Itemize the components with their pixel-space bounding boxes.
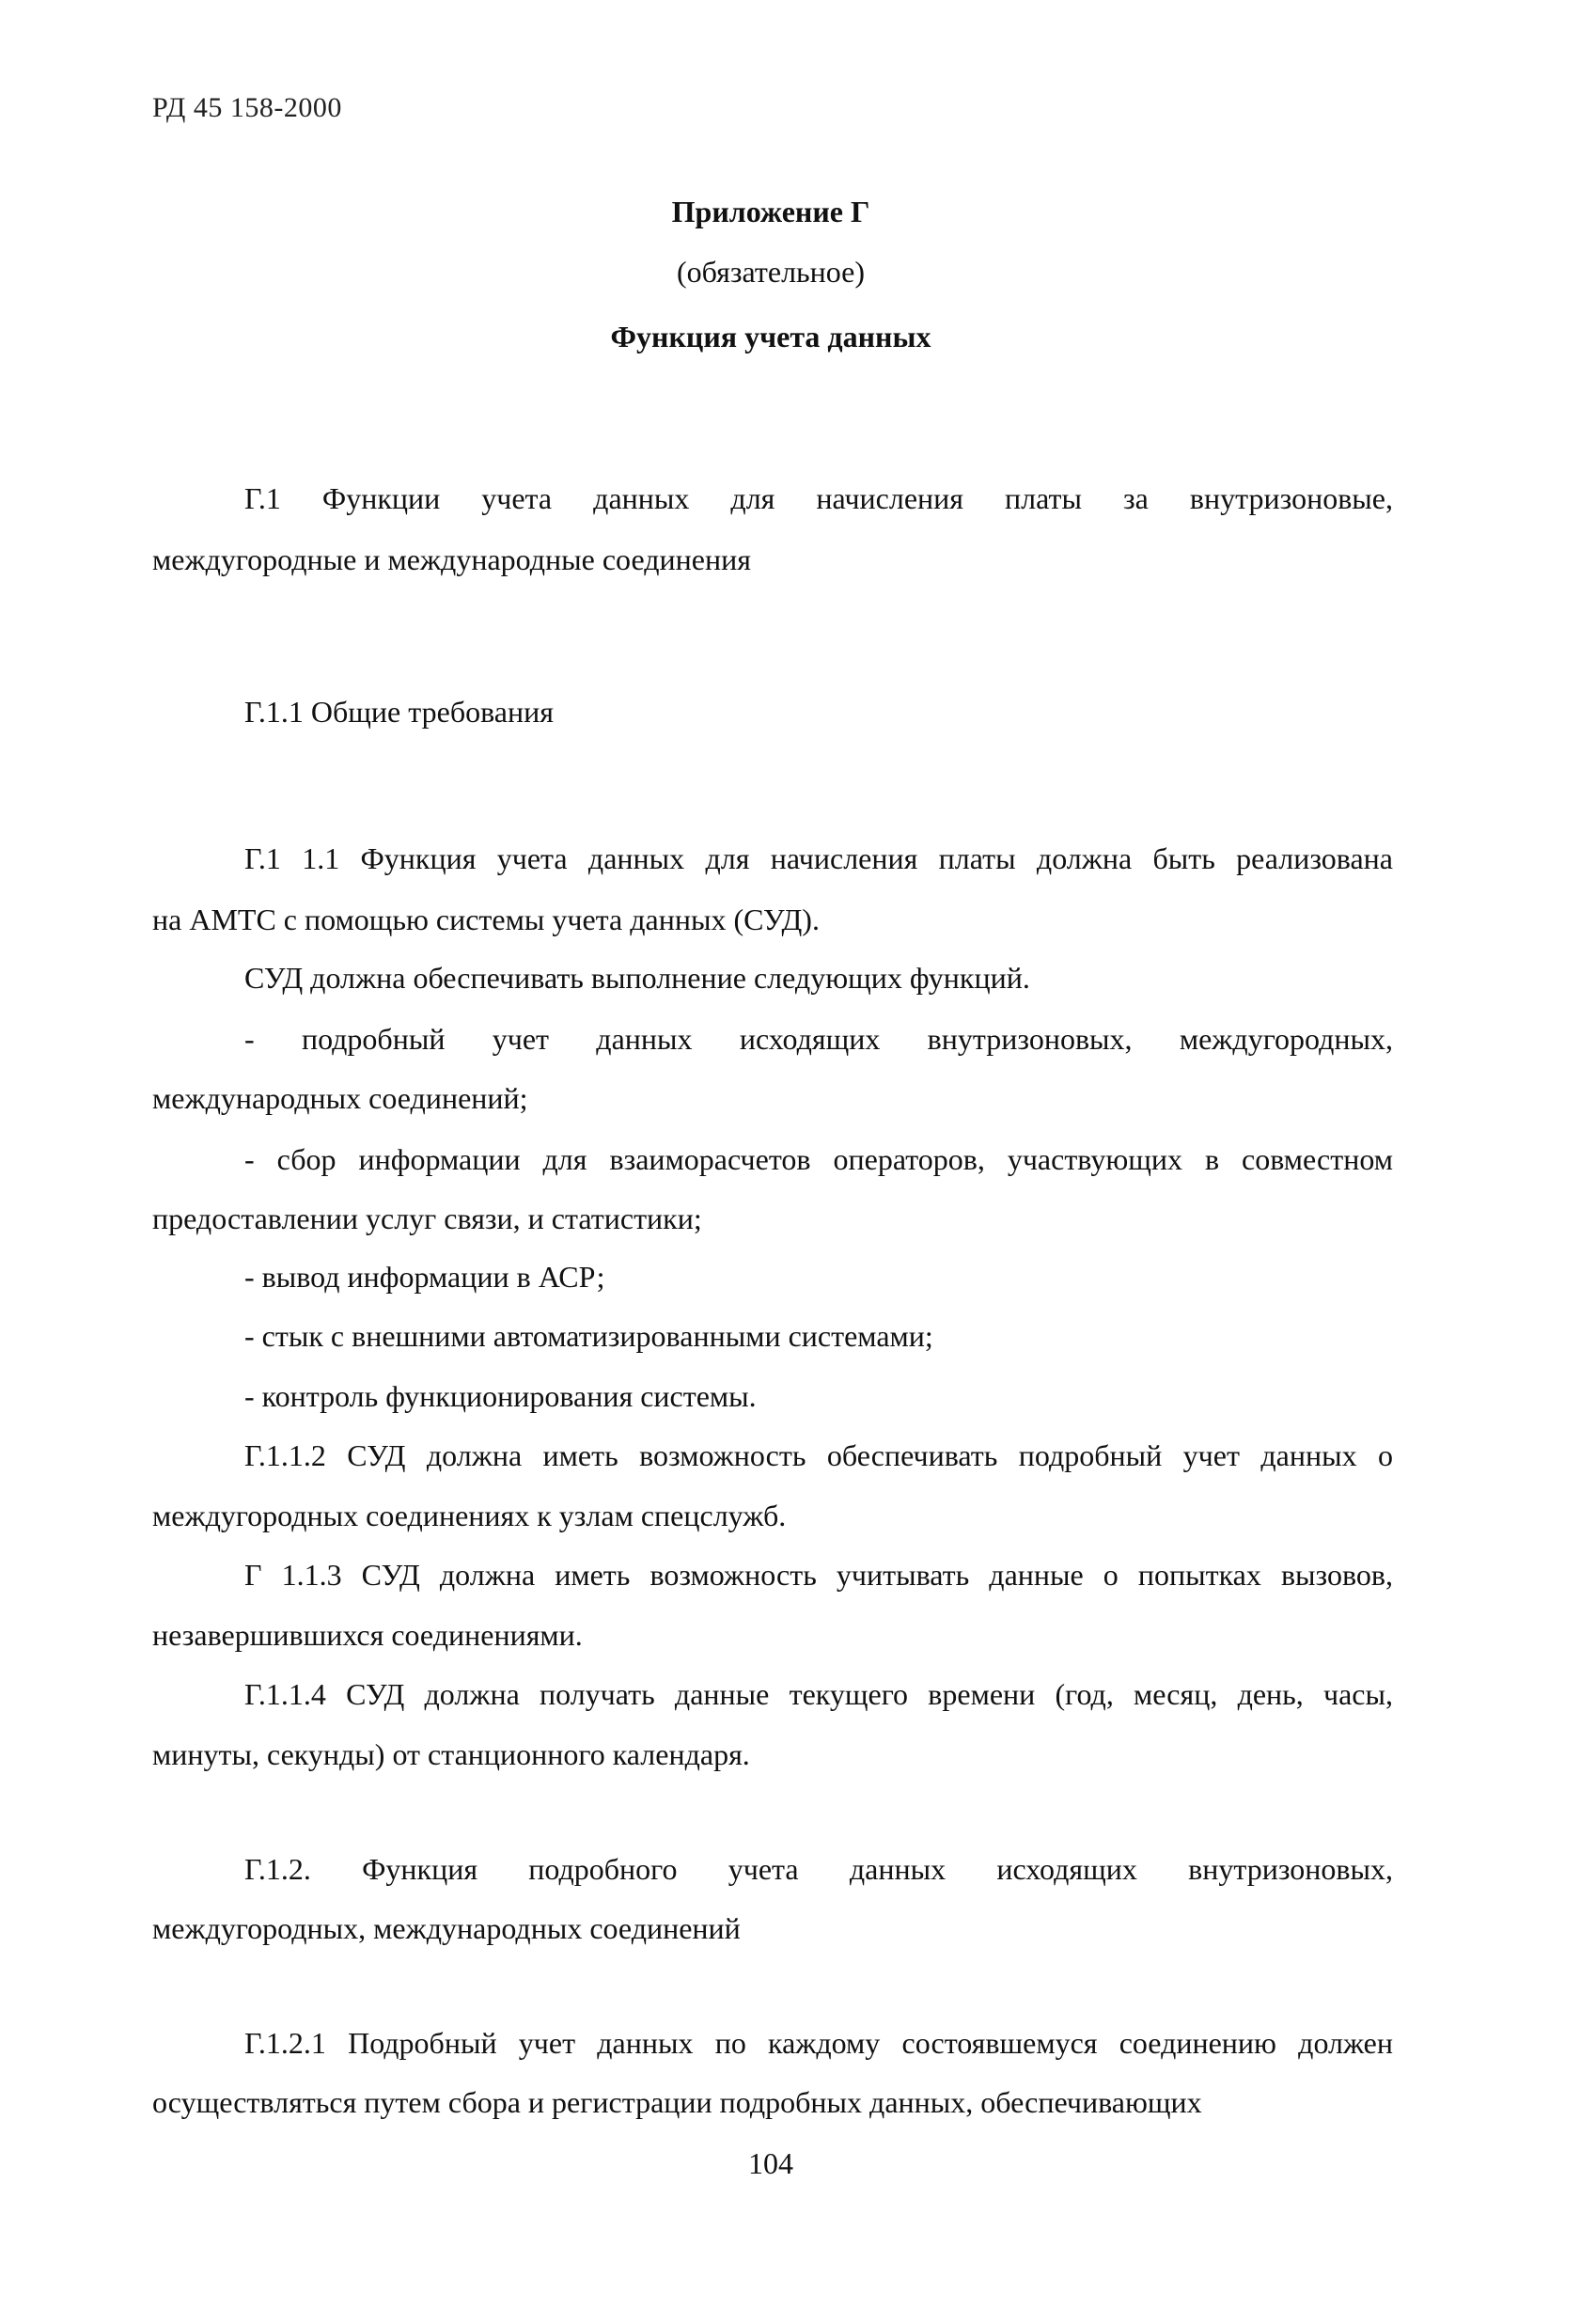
document-code: РД 45 158-2000 xyxy=(152,92,342,123)
para-g121-line1: Г.1.2.1 Подробный учет данных по каждому состоявшемуся соединению должен xyxy=(244,2026,1393,2060)
list-item-3: - вывод информации в АСР; xyxy=(244,1260,605,1294)
para-g111-line1: Г.1 1.1 Функция учета данных для начисления платы должна быть реализована xyxy=(244,841,1393,875)
page-number: 104 xyxy=(748,2146,793,2180)
para-g121-line2: осуществляться путем сбора и регистрации подробных данных, обеспечивающих xyxy=(152,2085,1202,2119)
para-sud-intro: СУД должна обеспечивать выполнение следующих функций. xyxy=(244,961,1030,995)
para-g114-line2: минуты, секунды) от станционного календаря. xyxy=(152,1737,750,1771)
list-item-1-line2: международных соединений; xyxy=(152,1081,528,1115)
list-item-1-line1: - подробный учет данных исходящих внутризоновых, междугородных, xyxy=(244,1022,1393,1056)
appendix-status: (обязательное) xyxy=(677,255,865,289)
section-g11-heading: Г.1.1 Общие требования xyxy=(244,695,554,729)
para-g113-line1: Г 1.1.3 СУД должна иметь возможность учитывать данные о попытках вызовов, xyxy=(244,1558,1393,1592)
para-g112-line2: междугородных соединениях к узлам спецслужб. xyxy=(152,1499,787,1532)
list-item-2-line1: - сбор информации для взаиморасчетов операторов, участвующих в совместном xyxy=(244,1142,1393,1176)
para-g113-line2: незавершившихся соединениями. xyxy=(152,1618,583,1652)
list-item-4: - стык с внешними автоматизированными системами; xyxy=(244,1319,933,1353)
list-item-2-line2: предоставлении услуг связи, и статистики; xyxy=(152,1201,702,1235)
section-g1-line1: Г.1 Функции учета данных для начисления платы за внутризоновые, xyxy=(244,481,1393,515)
list-item-5: - контроль функционирования системы. xyxy=(244,1379,757,1413)
section-g12-line1: Г.1.2. Функция подробного учета данных исходящих внутризоновых, xyxy=(244,1852,1393,1886)
para-g111-line2: на АМТС с помощью системы учета данных (СУД). xyxy=(152,903,820,936)
appendix-title: Приложение Г xyxy=(671,195,870,228)
para-g112-line1: Г.1.1.2 СУД должна иметь возможность обеспечивать подробный учет данных о xyxy=(244,1438,1393,1472)
para-g114-line1: Г.1.1.4 СУД должна получать данные текущего времени (год, месяц, день, часы, xyxy=(244,1677,1393,1711)
section-g12-line2: междугородных, международных соединений xyxy=(152,1911,741,1945)
appendix-heading: Функция учета данных xyxy=(610,320,931,353)
section-g1-line2: междугородные и международные соединения xyxy=(152,542,751,576)
